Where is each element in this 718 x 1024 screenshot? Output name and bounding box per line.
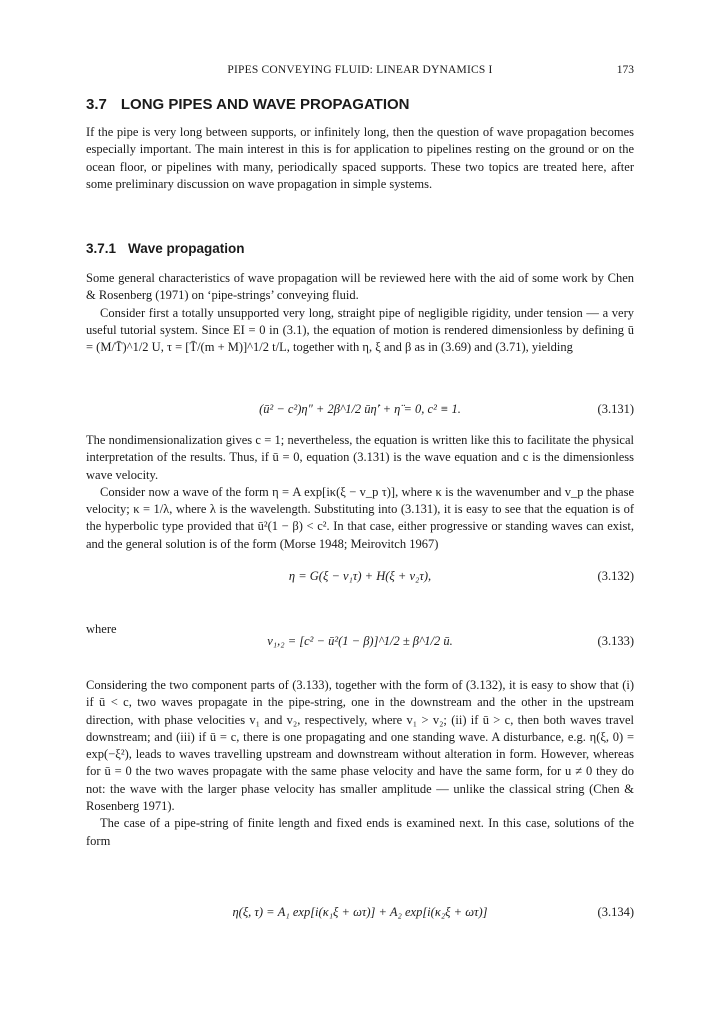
equation-number: (3.133) [597, 634, 634, 648]
discussion-block [86, 677, 634, 850]
equation-3-132 [86, 566, 634, 586]
subsection-title: Wave propagation [128, 241, 245, 256]
subsection-number: 3.7.1 [86, 241, 117, 256]
equation-number: (3.132) [597, 569, 634, 583]
paragraph-wave-form: Consider now a wave of the form η = A exp[iκ(ξ − v_p τ)], where κ is the wavenumber and v_p the phase velocity; κ = 1/λ, where λ is the wavelength. Substituting into (3.131), it is easy to see that the equation is of the hyperbolic type provided that ū²(1 − β) < c². In that case, either progressive or standing waves can exist, and the general solution is of the form (Morse 1948; Meirovitch 1967) [86, 484, 634, 551]
paragraph-chen-rosenberg: Some general characteristics of wave propagation will be reviewed here with the aid of some work by Chen & Rosenberg (1971) on ‘pipe-strings’ conveying fluid. [86, 271, 634, 303]
paragraph-finite-length: The case of a pipe-string of finite length and fixed ends is examined next. In this case, solutions of the form [86, 816, 634, 848]
analysis-block [86, 432, 634, 553]
where-label: where [86, 622, 117, 636]
equation-number: (3.131) [597, 402, 634, 416]
section-heading [86, 96, 410, 113]
paragraph-phase-velocities: Considering the two component parts of (3.133), together with the form of (3.132), it is easy to show that (i) if ū < c, two waves propagate in the pipe-string, one in the downstream and the other in the upstream direction, with phase velocities v₁ and v₂, respectively, where v₁ > v₂; (ii) if ū > c, then both waves travel downstream; and (iii) if ū = c, there is one propagating and one standing wave. A disturbance, e.g. η(ξ, 0) = exp(−ξ²), leads to waves travelling upstream and downstream without alteration in form. However, whereas for ū = 0 the two waves propagate with the same phase velocity and have the same form, for u ≠ 0 they do not: the wave with the larger phase velocity has smaller amplitude — unlike the classical string (Chen & Rosenberg 1971). [86, 678, 634, 814]
equation-3-133 [86, 631, 634, 651]
running-head-title: PIPES CONVEYING FLUID: LINEAR DYNAMICS I [227, 64, 493, 76]
equation-expression: η(ξ, τ) = A₁ exp[i(κ₁ξ + ωτ)] + A₂ exp[i(κ₂ξ + ωτ)] [232, 905, 488, 919]
paragraph-nondimensionalization: The nondimensionalization gives c = 1; nevertheless, the equation is written like this to facilitate the physical interpretation of the results. Thus, if ū = 0, equation (3.131) is the wave equation and c is the dimensionless wave velocity. [86, 433, 634, 482]
paragraph-intro: If the pipe is very long between supports, or infinitely long, then the question of wave propagation becomes especially important. The main interest in this is for application to pipelines resting on the ground or on the ocean floor, or pipelines with many, periodically spaced supports. These two topics are treated here, after some preliminary discussion on wave propagation in simple systems. [86, 125, 634, 191]
subsection-heading [86, 241, 245, 256]
running-head [86, 64, 634, 82]
paragraph-pipe-string: Consider first a totally unsupported very long, straight pipe of negligible rigidity, under tension — a very useful tutorial system. Since EI = 0 in (3.1), the equation of motion is rendered dimensionless by defining ū = (M/T̄)^1/2 U, τ = [T̄/(m + M)]^1/2 t/L, together with η, ξ and β as in (3.69) and (3.71), yielding [86, 305, 634, 355]
section-title: LONG PIPES AND WAVE PROPAGATION [120, 96, 410, 113]
equation-3-131 [86, 399, 634, 419]
section-number: 3.7 [86, 96, 107, 113]
equation-expression: η = G(ξ − v₁τ) + H(ξ + v₂τ), [288, 569, 432, 583]
intro-paragraph-block [86, 124, 634, 193]
page-number: 173 [616, 64, 634, 76]
wave-intro-block [86, 270, 634, 356]
equation-number: (3.134) [597, 905, 634, 919]
equation-expression: v₁,₂ = [c² − ū²(1 − β)]^1/2 ± β^1/2 ū. [267, 634, 453, 648]
equation-expression: (ū² − c²)η″ + 2β^1/2 ūη̇′ + η̈ = 0, c² ≡ 1. [259, 402, 461, 416]
equation-3-134 [86, 902, 634, 922]
